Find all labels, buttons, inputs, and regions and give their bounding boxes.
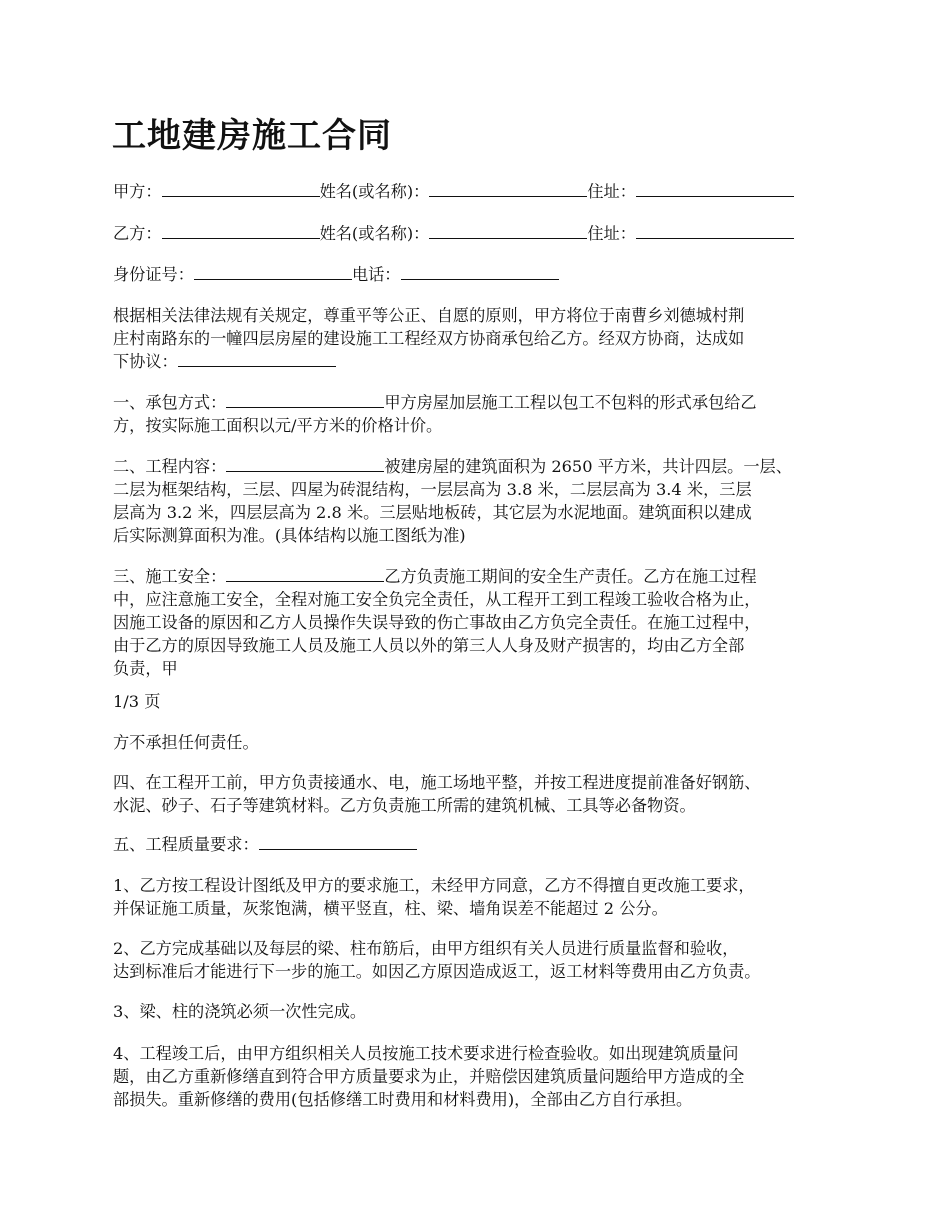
party-a-name-blank[interactable] <box>429 181 587 197</box>
section-1-line-1 <box>113 391 853 414</box>
item-4-line-2: 题，由乙方重新修缮直到符合甲方质量要求为止，并赔偿因建筑质量问题给甲方造成的全 <box>113 1067 745 1086</box>
party-a-label: 甲方： <box>113 182 162 201</box>
party-b-address-blank[interactable] <box>636 223 794 239</box>
section-3-line-1 <box>113 565 853 588</box>
party-b-address-label: 住址： <box>587 224 636 243</box>
section-3-blank[interactable] <box>226 566 384 582</box>
intro-line-3-text: 下协议： <box>113 352 178 371</box>
party-a-blank[interactable] <box>162 181 320 197</box>
section-5-heading: 五、工程质量要求： <box>113 835 259 854</box>
id-phone-row <box>113 263 853 286</box>
party-b-blank[interactable] <box>162 223 320 239</box>
continuation-line: 方不承担任何责任。 <box>113 733 259 752</box>
section-3-line-4: 由于乙方的原因导致施工人员及施工人员以外的第三人人身及财产损害的，均由乙方全部 <box>113 636 745 655</box>
party-a-name-label: 姓名(或名称)： <box>319 182 430 201</box>
section-3-line-2: 中，应注意施工安全，全程对施工安全负完全责任，从工程开工到工程竣工验收合格为止， <box>113 590 761 609</box>
section-5-line <box>113 833 853 856</box>
item-3-line: 3、梁、柱的浇筑必须一次性完成。 <box>113 1002 367 1021</box>
section-2-line-1-text: 被建房屋的建筑面积为 2650 平方米，共计四层。一层、 <box>384 457 792 476</box>
section-2-line-2: 二层为框架结构，三层、四屋为砖混结构，一层层高为 3.8 米，二层层高为 3.4 米，三层 <box>113 480 752 499</box>
item-2-line-2: 达到标准后才能进行下一步的施工。如因乙方原因造成返工，返工材料等费用由乙方负责。 <box>113 962 761 981</box>
party-b-row <box>113 222 853 245</box>
section-1-blank[interactable] <box>226 392 384 408</box>
phone-label: 电话： <box>351 265 401 284</box>
party-a-address-label: 住址： <box>587 182 636 201</box>
party-b-name-blank[interactable] <box>429 223 587 239</box>
item-4-line-3: 部损失。重新修缮的费用(包括修缮工时费用和材料费用)，全部由乙方自行承担。 <box>113 1090 693 1109</box>
section-2-blank[interactable] <box>226 456 384 472</box>
party-b-name-label: 姓名(或名称)： <box>319 224 430 243</box>
intro-line-3 <box>113 350 853 373</box>
section-2-heading: 二、工程内容： <box>113 457 227 476</box>
page-number: 1/3 页 <box>113 692 161 711</box>
section-3-heading: 三、施工安全： <box>113 567 227 586</box>
section-3-line-1-text: 乙方负责施工期间的安全生产责任。乙方在施工过程 <box>384 567 757 586</box>
section-3-line-3: 因施工设备的原因和乙方人员操作失误导致的伤亡事故由乙方负完全责任。在施工过程中， <box>113 613 761 632</box>
party-a-row <box>113 180 853 203</box>
section-4-line-1: 四、在工程开工前，甲方负责接通水、电，施工场地平整，并按工程进度提前准备好钢筋、 <box>113 773 761 792</box>
section-2-line-1 <box>113 455 853 478</box>
section-2-line-3: 层高为 3.2 米，四层层高为 2.8 米。三层贴地板砖，其它层为水泥地面。建筑面积以建成 <box>113 503 752 522</box>
section-3-line-5: 负责，甲 <box>113 659 178 678</box>
intro-line-1: 根据相关法律法规有关规定，尊重平等公正、自愿的原则，甲方将位于南曹乡刘德城村荆 <box>113 306 745 325</box>
id-number-label: 身份证号： <box>113 265 194 284</box>
item-1-line-2: 并保证施工质量，灰浆饱满，横平竖直，柱、梁、墙角误差不能超过 2 公分。 <box>113 899 668 918</box>
section-1-line-2: 方，按实际施工面积以元/平方米的价格计价。 <box>113 416 443 435</box>
section-1-line-1-text: 甲方房屋加层施工工程以包工不包料的形式承包给乙 <box>384 393 757 412</box>
intro-line-2: 庄村南路东的一幢四层房屋的建设施工工程经双方协商承包给乙方。经双方协商，达成如 <box>113 329 745 348</box>
party-b-label: 乙方： <box>113 224 162 243</box>
party-a-address-blank[interactable] <box>636 181 794 197</box>
agreement-blank[interactable] <box>178 351 336 367</box>
document-title: 工地建房施工合同 <box>112 116 392 156</box>
section-5-blank[interactable] <box>259 834 417 850</box>
phone-blank[interactable] <box>401 264 559 280</box>
section-4-line-2: 水泥、砂子、石子等建筑材料。乙方负责施工所需的建筑机械、工具等必备物资。 <box>113 796 696 815</box>
item-4-line-1: 4、工程竣工后，由甲方组织相关人员按施工技术要求进行检查验收。如出现建筑质量问 <box>113 1044 739 1063</box>
section-1-heading: 一、承包方式： <box>113 393 227 412</box>
id-number-blank[interactable] <box>194 264 352 280</box>
section-2-line-4: 后实际测算面积为准。(具体结构以施工图纸为准) <box>113 526 466 545</box>
item-2-line-1: 2、乙方完成基础以及每层的梁、柱布筋后，由甲方组织有关人员进行质量监督和验收， <box>113 939 739 958</box>
item-1-line-1: 1、乙方按工程设计图纸及甲方的要求施工，未经甲方同意，乙方不得擅自更改施工要求， <box>113 876 755 895</box>
